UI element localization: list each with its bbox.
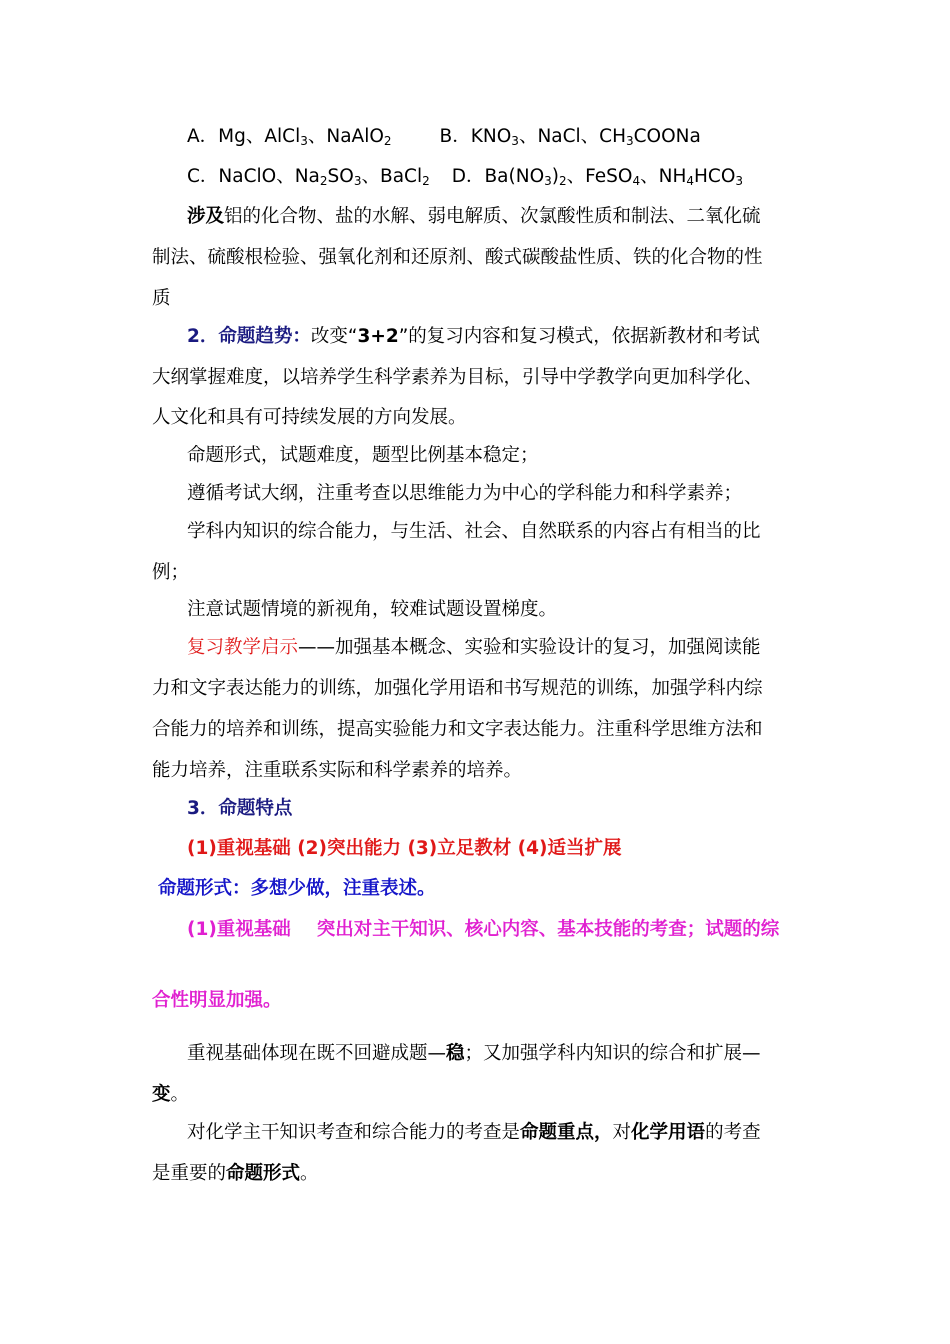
basis-emphasis-line-2: 合性明显加强。: [152, 990, 282, 1011]
revelation-line-1: 复习教学启示——加强基本概念、实验和实验设计的复习，加强阅读能: [187, 637, 761, 658]
involves-line-2: 制法、硫酸根检验、强氧化剂和还原剂、酸式碳酸盐性质、铁的化合物的性: [152, 247, 763, 268]
option-c-text: NaClO、$Na_2SO_3$、BaCl$_2$: [218, 166, 430, 188]
options-cd-line: [187, 165, 743, 189]
trend-line-3: 人文化和具有可持续发展的方向发展。: [152, 407, 467, 428]
involves-lead: 涉及: [187, 206, 225, 227]
basis-emphasis-line-1: (1)重视基础 突出对主干知识、核心内容、基本技能的考查；试题的综: [187, 919, 780, 940]
basis-line-3: 对化学主干知识考查和综合能力的考查是命题重点，对化学用语的考查: [187, 1122, 761, 1143]
revelation-lead: 复习教学启示: [187, 637, 299, 658]
option-a-text: Mg、AlCl$_3$、NaAlO$_2$: [218, 126, 392, 148]
basis-line-4: 是重要的命题形式。: [152, 1163, 319, 1184]
revelation-line-2: 力和文字表达能力的训练，加强化学用语和书写规范的训练，加强学科内综: [152, 678, 763, 699]
option-a-label: A．: [187, 126, 219, 147]
option-b-label: B．: [439, 126, 471, 147]
basis-line-2: 变。: [152, 1084, 190, 1105]
option-d-label: D．: [451, 166, 485, 187]
point-3-line-2: 例；: [152, 562, 190, 583]
trend-line-2: 大纲掌握难度，以培养学生科学素养为目标，引导中学教学向更加科学化、: [152, 367, 763, 388]
options-ab-line: [187, 125, 701, 149]
trend-line-1: 2．命题趋势：改变“3+2”的复习内容和复习模式，依据新教材和考试: [187, 326, 760, 347]
option-c-label: C．: [187, 166, 219, 187]
features-list: (1)重视基础 (2)突出能力 (3)立足教材 (4)适当扩展: [187, 838, 622, 859]
point-1: 命题形式，试题难度，题型比例基本稳定；: [187, 445, 539, 466]
option-b-text: $KNO_3$、NaCl、$CH_3COONa$: [470, 126, 701, 148]
involves-line-1: 涉及铝的化合物、盐的水解、弱电解质、次氯酸性质和制法、二氧化硫: [187, 206, 761, 227]
basis-line-1: 重视基础体现在既不回避成题—稳；又加强学科内知识的综合和扩展—: [187, 1043, 761, 1064]
option-d-text: $Ba(NO_3)_2$、FeSO$_4$、$NH_4HCO_3$: [484, 166, 744, 188]
revelation-line-4: 能力培养，注重联系实际和科学素养的培养。: [152, 760, 523, 781]
trend-heading: 2．命题趋势：: [187, 326, 311, 347]
point-2: 遵循考试大纲，注重考查以思维能力为中心的学科能力和科学素养；: [187, 483, 743, 504]
point-4: 注意试题情境的新视角，较难试题设置梯度。: [187, 599, 558, 620]
features-heading: 3．命题特点: [187, 798, 293, 819]
involves-line-3: 质: [152, 288, 171, 309]
revelation-line-3: 合能力的培养和训练，提高实验能力和文字表达能力。注重科学思维方法和: [152, 719, 763, 740]
form-line: 命题形式：多想少做，注重表述。: [158, 878, 436, 899]
point-3-line-1: 学科内知识的综合能力，与生活、社会、自然联系的内容占有相当的比: [187, 521, 761, 542]
